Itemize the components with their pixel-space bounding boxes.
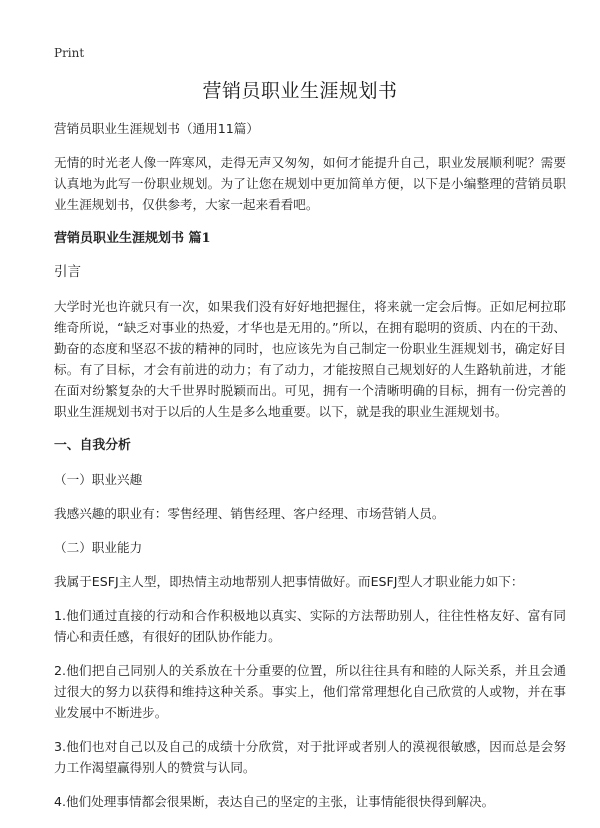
section-title: 营销员职业生涯规划书 篇1 (54, 231, 211, 246)
subheading-ability: （二）职业能力 (54, 540, 143, 555)
list-item: 2.他们把自己同别人的关系放在十分重要的位置，所以往往具有和睦的人际关系，并且会通过很大的努力以获得和维持这种关系。事实上，他们常常理想化自己欣赏的人或物，并在事业发展中不断进步。 (54, 663, 566, 720)
list-item: 4.他们处理事情都会很果断，表达自己的坚定的主张，让事情能很快得到解决。 (54, 794, 495, 809)
list-item: 3.他们也对自己以及自己的成绩十分欣赏，对于批评或者别人的漠视很敏感，因而总是会努力工作渴望赢得别人的赞赏与认同。 (54, 739, 566, 775)
document-subtitle: 营销员职业生涯规划书（通用11篇） (54, 121, 259, 136)
interest-paragraph: 我感兴趣的职业有：零售经理、销售经理、客户经理、市场营销人员。 (54, 506, 445, 521)
document-body (54, 118, 566, 825)
intro-body-paragraph: 大学时光也许就只有一次，如果我们没有好好地把握住，将来就一定会后悔。正如尼柯拉耶维奇所说，“缺乏对事业的热爱，才华也是无用的。”所以，在拥有聪明的资质、内在的干劲、勤奋的态度和坚忍不拔的精神的同时，也应该先为自己制定一份职业生涯规划书，确定好目标。有了目标，才会有前进的动力；有了动力，才能按照自己规划好的人生路轨前进，才能在面对纷繁复杂的大千世界时脱颖而出。可见，拥有一个清晰明确的目标，拥有一份完善的职业生涯规划书对于以后的人生是多么地重要。以下，就是我的职业生涯规划书。 (54, 299, 566, 419)
print-link[interactable]: Print (54, 46, 85, 60)
list-item: 1.他们通过直接的行动和合作积极地以真实、实际的方法帮助别人，往往性格友好、富有同情心和责任感，有很好的团队协作能力。 (54, 608, 566, 644)
heading-intro: 引言 (54, 264, 81, 280)
heading-self-analysis: 一、自我分析 (54, 438, 131, 453)
page-title: 营销员职业生涯规划书 (202, 80, 398, 102)
intro-paragraph: 无情的时光老人像一阵寒风，走得无声又匆匆，如何才能提升自己，职业发展顺利呢？需要认真地为此写一份职业规划。为了让您在规划中更加简单方便，以下是小编整理的营销员职业生涯规划书，仅供参考，大家一起来看看吧。 (54, 155, 566, 212)
subheading-interest: （一）职业兴趣 (54, 472, 143, 487)
ability-paragraph: 我属于ESFJ主人型，即热情主动地帮别人把事情做好。而ESFJ型人才职业能力如下： (54, 574, 524, 589)
